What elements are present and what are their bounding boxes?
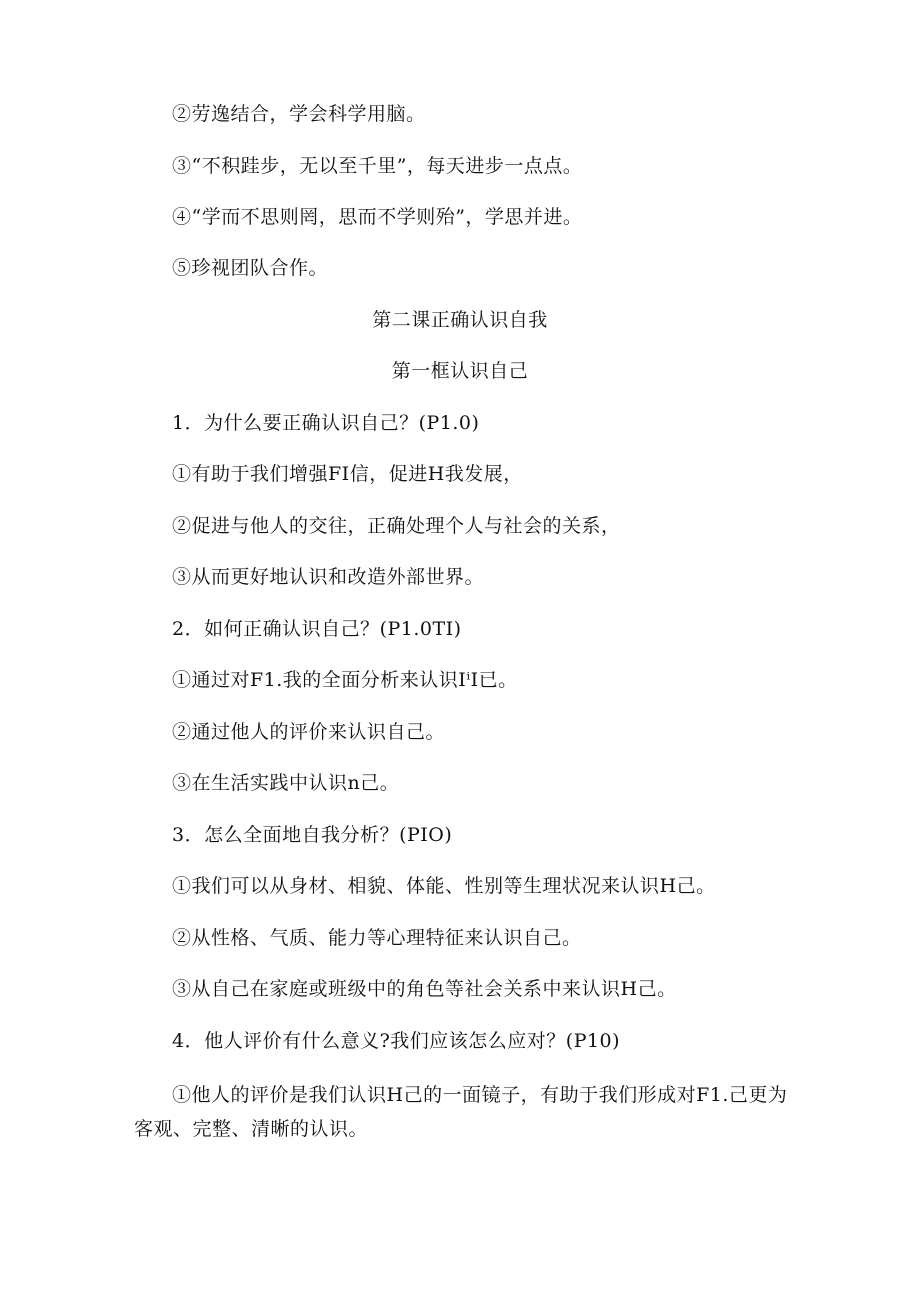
list-item: ②劳逸结合，学会科学用脑。 — [172, 103, 426, 125]
answer-item: ③从自己在家庭或班级中的角色等社会关系中来认识H己。 — [172, 978, 677, 1000]
answer-paragraph: ①他人的评价是我们认识H己的一面镜子，有助于我们形成对F1.己更为客观、完整、清晰的认识。 — [134, 1084, 788, 1140]
answer-item: ②从性格、气质、能力等心理特征来认识自己。 — [172, 927, 582, 949]
answer-item: ①通过对F1.我的全面分析来认识IⁱI已。 — [172, 669, 518, 691]
answer-item: ③从而更好地认识和改造外部世界。 — [172, 566, 485, 588]
list-item: ⑤珍视团队合作。 — [172, 257, 329, 279]
section-title: 第一框认识自己 — [391, 360, 529, 382]
answer-item: ③在生活实践中认识n己。 — [172, 772, 400, 794]
question-2: 2．如何正确认识自己？(P1.0TI) — [172, 618, 462, 640]
lesson-title: 第二课正确认识自我 — [372, 309, 548, 331]
answer-item: ①我们可以从身材、相貌、体能、性别等生理状况来认识H己。 — [172, 875, 716, 897]
list-item: ④“学而不思则罔，思而不学则殆”，学思并进。 — [172, 206, 583, 228]
answer-item: ②促进与他人的交往，正确处理个人与社会的关系， — [172, 515, 621, 537]
question-1: 1．为什么要正确认识自己？(P1.0) — [172, 412, 480, 434]
answer-item: ①有助于我们增强FI信，促进H我发展， — [172, 463, 523, 485]
list-item: ③“不积跬步，无以至千里”，每天进步一点点。 — [172, 155, 583, 177]
question-3: 3．怎么全面地自我分析？(PIO) — [172, 824, 453, 846]
question-4: 4．他人评价有什么意义?我们应该怎么应对？(P10) — [172, 1030, 621, 1052]
answer-item: ②通过他人的评价来认识自己。 — [172, 721, 446, 743]
